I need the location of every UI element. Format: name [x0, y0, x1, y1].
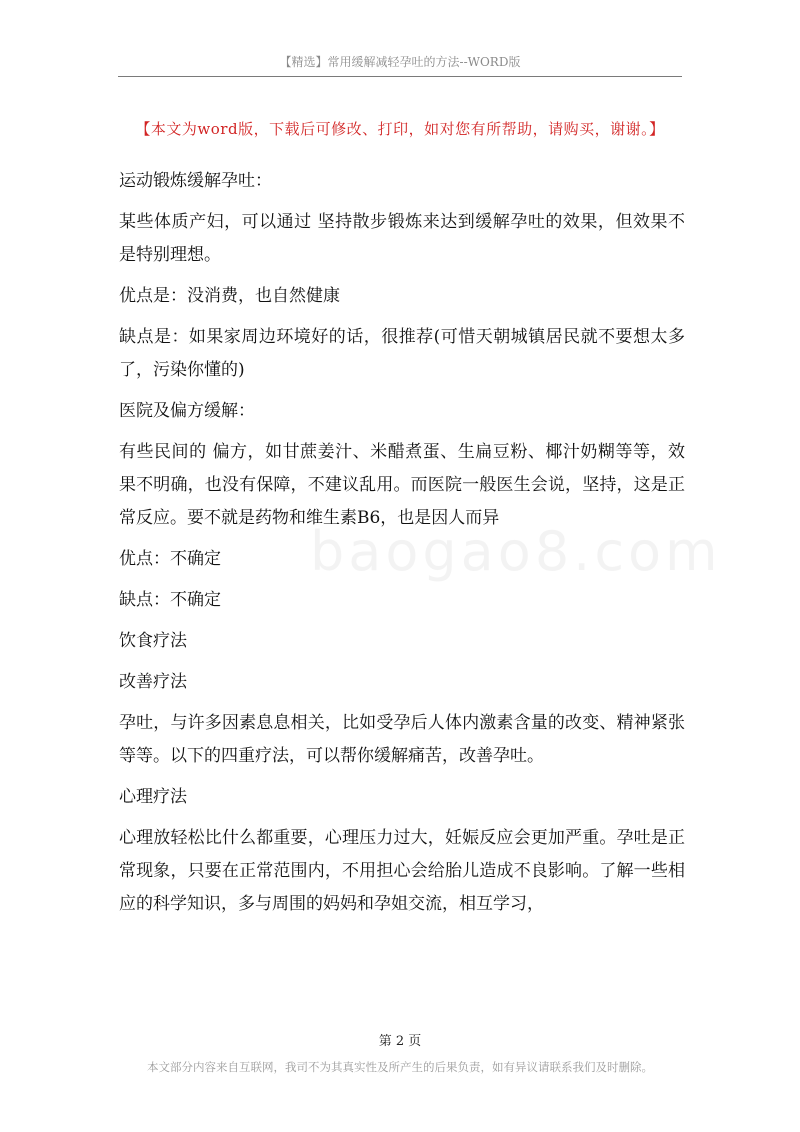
paragraph-hospital-pros: 优点：不确定 [119, 549, 221, 569]
paragraph-psych-heading: 心理疗法 [119, 787, 187, 807]
page-footer-disclaimer: 本文部分内容来自互联网，我司不为其真实性及所产生的后果负责，如有异议请联系我们及时删除。 [147, 1060, 653, 1074]
purchase-notice: 【本文为word版，下载后可修改、打印，如对您有所帮助，请购买，谢谢。】 [135, 120, 665, 138]
paragraph-exercise-pros: 优点是：没消费，也自然健康 [119, 286, 340, 306]
paragraph-exercise-heading: 运动锻炼缓解孕吐： [119, 171, 272, 191]
paragraph-diet-heading: 饮食疗法 [119, 631, 187, 651]
header-divider [118, 76, 682, 77]
page-number: 第 2 页 [378, 1034, 422, 1049]
paragraph-improve-desc: 孕吐，与许多因素息息相关，比如受孕后人体内激素含量的改变、精神紧张等等。以下的四重疗法，可以帮你缓解痛苦，改善孕吐。 [119, 713, 685, 766]
paragraph-hospital-cons: 缺点：不确定 [119, 590, 221, 610]
paragraph-hospital-desc: 有些民间的 偏方，如甘蔗姜汁、米醋煮蛋、生扁豆粉、椰汁奶糊等等，效果不明确，也没有保障，不建议乱用。而医院一般医生会说，坚持，这是正常反应。要不就是药物和维生素B6，也是因人而异 [119, 442, 685, 528]
page-header: 【精选】常用缓解减轻孕吐的方法--WORD版 [279, 55, 521, 69]
paragraph-hospital-heading: 医院及偏方缓解： [119, 401, 255, 421]
paragraph-exercise-cons: 缺点是：如果家周边环境好的话，很推荐(可惜天朝城镇居民就不要想太多了，污染你懂的) [119, 327, 685, 380]
document-body [119, 165, 685, 929]
paragraph-exercise-desc: 某些体质产妇，可以通过 坚持散步锻炼来达到缓解孕吐的效果，但效果不是特别理想。 [119, 212, 685, 265]
paragraph-improve-heading: 改善疗法 [119, 672, 187, 692]
paragraph-psych-desc: 心理放轻松比什么都重要，心理压力过大，妊娠反应会更加严重。孕吐是正常现象，只要在正常范围内，不用担心会给胎儿造成不良影响。了解一些相应的科学知识，多与周围的妈妈和孕姐交流，相互学习， [119, 828, 685, 914]
